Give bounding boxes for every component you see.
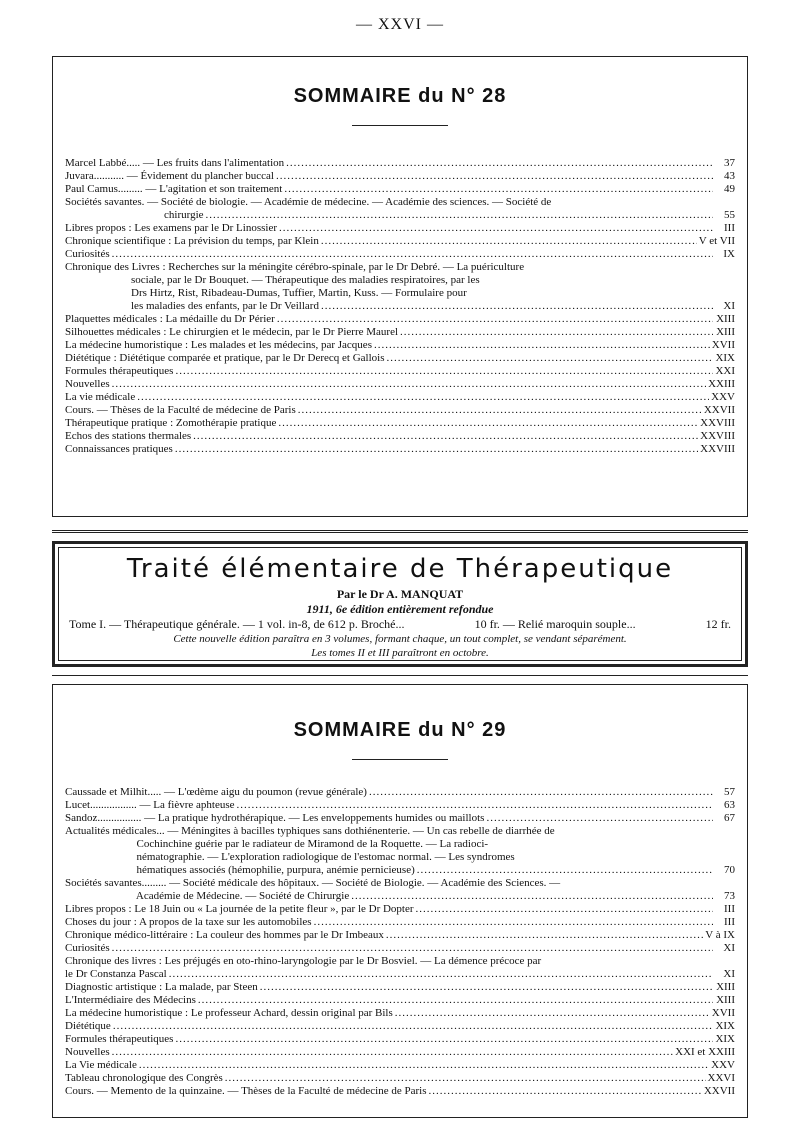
toc-entry bbox=[65, 942, 735, 955]
leader-dots bbox=[175, 365, 713, 378]
toc-entry bbox=[65, 994, 735, 1007]
toc-entry-label: Diagnostic artistique : La malade, par Steen bbox=[65, 981, 258, 993]
toc-entry-label: Choses du jour : A propos de la taxe sur les automobiles bbox=[65, 916, 312, 928]
toc-entry-page: V et VII bbox=[698, 235, 735, 247]
toc-entry bbox=[65, 261, 735, 274]
title-rule bbox=[352, 125, 448, 126]
toc-entry-page: III bbox=[724, 916, 735, 928]
toc-entry-label: Drs Hirtz, Rist, Ribadeau-Dumas, Tuffier, Martin, Kuss. — Formulaire pour bbox=[65, 287, 467, 299]
ad-edition: 1911, 6e édition entièrement refondue bbox=[306, 602, 494, 616]
toc-entry-label: chirurgie bbox=[65, 209, 204, 221]
toc-entry-page: XIX bbox=[715, 1020, 735, 1032]
toc-entry bbox=[65, 417, 735, 430]
toc-entry-page: XIX bbox=[715, 352, 735, 364]
toc-entry-label: Cours. — Memento de la quinzaine. — Thèses de la Faculté de médecine de Paris bbox=[65, 1085, 427, 1097]
toc-entry-page: 70 bbox=[724, 864, 735, 876]
page-folio: — XXVI — bbox=[356, 16, 444, 33]
toc-entry-label: le Dr Constanza Pascal bbox=[65, 968, 167, 980]
toc-entry-label: La vie médicale bbox=[65, 391, 136, 403]
toc-entry-page: 55 bbox=[724, 209, 735, 221]
toc-entry-page: IX bbox=[723, 248, 735, 260]
toc-entry bbox=[65, 196, 735, 209]
toc-entry-page: XXV bbox=[711, 391, 735, 403]
leader-dots bbox=[417, 864, 713, 877]
toc-entry-page: XVII bbox=[711, 339, 735, 351]
toc-entry-label: Thérapeutique pratique : Zomothérapie pratique bbox=[65, 417, 277, 429]
leader-dots bbox=[193, 430, 698, 443]
ad-title: Traité élémentaire de Thérapeutique bbox=[126, 554, 674, 584]
sommaire-28-title: SOMMAIRE du N° 28 bbox=[293, 85, 507, 107]
toc-entry-label: Sociétés savantes. — Société de biologie. — Académie de médecine. — Académie des sciences. — Société de bbox=[65, 196, 552, 208]
toc-entry bbox=[65, 157, 735, 170]
toc-entry bbox=[65, 209, 735, 222]
advertisement-box bbox=[52, 541, 748, 667]
separator-rule bbox=[52, 530, 748, 533]
toc-entry-label: La médecine humoristique : Le professeur Achard, dessin original par Bils bbox=[65, 1007, 393, 1019]
toc-entry-page: XI bbox=[723, 300, 735, 312]
toc-entry-page: 37 bbox=[724, 157, 735, 169]
toc-entry-label: Plaquettes médicales : La médaille du Dr Périer bbox=[65, 313, 275, 325]
toc-entry bbox=[65, 838, 735, 851]
toc-entry bbox=[65, 248, 735, 261]
leader-dots bbox=[321, 235, 697, 248]
toc-entry bbox=[65, 365, 735, 378]
toc-entry-page: 49 bbox=[724, 183, 735, 195]
toc-entry-page: XXI bbox=[715, 365, 735, 377]
toc-entry bbox=[65, 287, 735, 300]
leader-dots bbox=[139, 1059, 709, 1072]
toc-entry-page: V à IX bbox=[705, 929, 735, 941]
leader-dots bbox=[386, 929, 703, 942]
toc-entry-label: Curiosités bbox=[65, 248, 110, 260]
leader-dots bbox=[374, 339, 710, 352]
toc-entry-label: Juvara........... — Évidement du plancher buccal bbox=[65, 170, 274, 182]
toc-entry bbox=[65, 1020, 735, 1033]
leader-dots bbox=[321, 300, 713, 313]
toc-entry bbox=[65, 851, 735, 864]
toc-entry bbox=[65, 981, 735, 994]
toc-entry-label: les maladies des enfants, par le Dr Veillard bbox=[65, 300, 319, 312]
toc-entry-page: XVII bbox=[711, 1007, 735, 1019]
toc-entry bbox=[65, 877, 735, 890]
toc-entry bbox=[65, 313, 735, 326]
toc-entry-label: Nouvelles bbox=[65, 378, 110, 390]
toc-entry-label: Actualités médicales... — Méningites à bacilles typhiques sans dothiénenterie. — Un cas rebelle de diarrhée de bbox=[65, 825, 555, 837]
leader-dots bbox=[260, 981, 713, 994]
toc-entry bbox=[65, 968, 735, 981]
ad-tome-left: Tome I. — Thérapeutique générale. — 1 vol. in-8, de 612 p. Broché... bbox=[69, 617, 405, 631]
toc-entry-label: nématographie. — L'exploration radiologique de l'estomac normal. — Les syndromes bbox=[65, 851, 515, 863]
toc-entry bbox=[65, 183, 735, 196]
toc-entry-page: 63 bbox=[724, 799, 735, 811]
toc-entry-page: 57 bbox=[724, 786, 735, 798]
toc-entry bbox=[65, 1033, 735, 1046]
leader-dots bbox=[395, 1007, 710, 1020]
toc-entry bbox=[65, 1072, 735, 1085]
leader-dots bbox=[284, 183, 713, 196]
toc-entry bbox=[65, 443, 735, 456]
leader-dots bbox=[416, 903, 713, 916]
toc-entry-page: XXVIII bbox=[700, 443, 735, 455]
leader-dots bbox=[112, 248, 713, 261]
leader-dots bbox=[113, 1020, 713, 1033]
leader-dots bbox=[386, 352, 713, 365]
toc-entry-page: XXVII bbox=[703, 1085, 735, 1097]
toc-entry-page: XIII bbox=[716, 326, 735, 338]
ad-tome-line bbox=[69, 617, 731, 632]
toc-entry-label: Libres propos : Le 18 Juin ou « La journée de la petite fleur », par le Dr Dopter bbox=[65, 903, 414, 915]
toc-entry bbox=[65, 235, 735, 248]
leader-dots bbox=[112, 378, 707, 391]
toc-entry-page: 73 bbox=[724, 890, 735, 902]
toc-entry-label: Caussade et Milhit..... — L'œdème aigu du poumon (revue générale) bbox=[65, 786, 367, 798]
toc-entry bbox=[65, 955, 735, 968]
toc-entry-label: Marcel Labbé..... — Les fruits dans l'alimentation bbox=[65, 157, 285, 169]
toc-entry-page: XXVI bbox=[707, 1072, 735, 1084]
toc-entry-page: XXV bbox=[711, 1059, 735, 1071]
leader-dots bbox=[277, 313, 713, 326]
toc-entry-label: Cochinchine guérie par le radiateur de Miramond de la Roquette. — La radioci- bbox=[65, 838, 489, 850]
ad-author: Par le Dr A. MANQUAT bbox=[336, 587, 464, 601]
toc-entry bbox=[65, 1046, 735, 1059]
sommaire-28-box bbox=[52, 56, 748, 517]
toc-entry-label: Chronique scientifique : La prévision du temps, par Klein bbox=[65, 235, 319, 247]
toc-entry-label: Diététique bbox=[65, 1020, 111, 1032]
toc-entry-page: III bbox=[724, 222, 735, 234]
toc-entry-page: XI bbox=[723, 968, 735, 980]
leader-dots bbox=[206, 209, 713, 222]
ad-tome-price: 12 fr. bbox=[705, 617, 731, 631]
toc-entry-label: Formules thérapeutiques bbox=[65, 1033, 174, 1045]
toc-entry bbox=[65, 339, 735, 352]
sommaire-29-title: SOMMAIRE du N° 29 bbox=[293, 719, 507, 741]
toc-entry bbox=[65, 799, 735, 812]
leader-dots bbox=[279, 222, 713, 235]
toc-entry-label: Formules thérapeutiques bbox=[65, 365, 174, 377]
leader-dots bbox=[175, 1033, 713, 1046]
toc-entry-label: Chronique médico-littéraire : La couleur des hommes par le Dr Imbeaux bbox=[65, 929, 384, 941]
toc-entry-label: L'Intermédiaire des Médecins bbox=[65, 994, 196, 1006]
toc-entry bbox=[65, 170, 735, 183]
toc-entry bbox=[65, 274, 735, 287]
leader-dots bbox=[298, 404, 702, 417]
toc-entry-label: La médecine humoristique : Les malades et les médecins, par Jacques bbox=[65, 339, 372, 351]
toc-entry bbox=[65, 1085, 735, 1098]
toc-entry-label: Nouvelles bbox=[65, 1046, 110, 1058]
toc-entry bbox=[65, 825, 735, 838]
toc-entry-page: XXIII bbox=[708, 378, 735, 390]
toc-entry bbox=[65, 378, 735, 391]
toc-entry-page: XIII bbox=[716, 994, 735, 1006]
toc-entry-label: Echos des stations thermales bbox=[65, 430, 192, 442]
toc-entry bbox=[65, 929, 735, 942]
toc-entry-label: Silhouettes médicales : Le chirurgien et le médecin, par le Dr Pierre Maurel bbox=[65, 326, 399, 338]
toc-entry bbox=[65, 391, 735, 404]
leader-dots bbox=[314, 916, 713, 929]
toc-entry-label: Chronique des Livres : Recherches sur la méningite cérébro-spinale, par le Dr Debré. — La puériculture bbox=[65, 261, 525, 273]
toc-entry bbox=[65, 1007, 735, 1020]
leader-dots bbox=[276, 170, 713, 183]
sommaire-29-box bbox=[52, 684, 748, 1118]
toc-entry-label: hématiques associés (hémophilie, purpura, anémie pernicieuse) bbox=[65, 864, 415, 876]
leader-dots bbox=[237, 799, 713, 812]
toc-entry-page: 67 bbox=[724, 812, 735, 824]
toc-entry bbox=[65, 903, 735, 916]
toc-entry bbox=[65, 352, 735, 365]
leader-dots bbox=[225, 1072, 706, 1085]
toc-entry-page: XIX bbox=[715, 1033, 735, 1045]
leader-dots bbox=[175, 443, 698, 456]
toc-entry-label: Paul Camus......... — L'agitation et son traitement bbox=[65, 183, 283, 195]
leader-dots bbox=[486, 812, 713, 825]
toc-entry-page: XXI et XXIII bbox=[675, 1046, 735, 1058]
toc-entry-page: 43 bbox=[724, 170, 735, 182]
toc-entry bbox=[65, 300, 735, 313]
ad-tome-mid: 10 fr. — Relié maroquin souple... bbox=[474, 617, 636, 631]
leader-dots bbox=[351, 890, 713, 903]
toc-entry-label: Libres propos : Les examens par le Dr Linossier bbox=[65, 222, 277, 234]
toc-entry-label: Sociétés savantes......... — Société médicale des hôpitaux. — Société de Biologie. — Académie des Sciences. — bbox=[65, 877, 561, 889]
toc-entry-label: Sandoz................ — La pratique hydrothérapique. — Les enveloppements humides ou maillots bbox=[65, 812, 485, 824]
leader-dots bbox=[137, 391, 709, 404]
toc-entry-label: sociale, par le Dr Bouquet. — Thérapeutique des maladies respiratoires, par les bbox=[65, 274, 480, 286]
ad-note-volumes: Cette nouvelle édition paraîtra en 3 volumes, formant chaque, un tout complet, se vendant séparément. bbox=[173, 633, 627, 645]
toc-entry bbox=[65, 326, 735, 339]
toc-entry-page: XXVIII bbox=[700, 430, 735, 442]
toc-entry-page: XI bbox=[723, 942, 735, 954]
toc-entry bbox=[65, 890, 735, 903]
leader-dots bbox=[198, 994, 713, 1007]
leader-dots bbox=[400, 326, 713, 339]
leader-dots bbox=[278, 417, 698, 430]
toc-entry bbox=[65, 786, 735, 799]
sommaire-29-list bbox=[65, 786, 735, 1098]
toc-entry-page: XIII bbox=[716, 313, 735, 325]
toc-entry-label: Chronique des livres : Les préjugés en oto-rhino-laryngologie par le Dr Bosviel. — La démence précoce par bbox=[65, 955, 542, 967]
toc-entry-page: XXVII bbox=[703, 404, 735, 416]
leader-dots bbox=[112, 1046, 674, 1059]
toc-entry-label: Tableau chronologique des Congrès bbox=[65, 1072, 223, 1084]
toc-entry-page: XXVIII bbox=[700, 417, 735, 429]
toc-entry-label: Connaissances pratiques bbox=[65, 443, 173, 455]
title-rule bbox=[352, 759, 448, 760]
toc-entry bbox=[65, 222, 735, 235]
leader-dots bbox=[112, 942, 713, 955]
toc-entry-label: Lucet................. — La fièvre aphteuse bbox=[65, 799, 235, 811]
toc-entry-page: III bbox=[724, 903, 735, 915]
toc-entry-label: La Vie médicale bbox=[65, 1059, 137, 1071]
toc-entry bbox=[65, 1059, 735, 1072]
toc-entry bbox=[65, 812, 735, 825]
sommaire-28-list bbox=[65, 157, 735, 456]
toc-entry-label: Cours. — Thèses de la Faculté de médecine de Paris bbox=[65, 404, 296, 416]
toc-entry bbox=[65, 864, 735, 877]
toc-entry bbox=[65, 430, 735, 443]
separator-rule bbox=[52, 675, 748, 676]
toc-entry bbox=[65, 916, 735, 929]
toc-entry-label: Académie de Médecine. — Société de Chirurgie bbox=[65, 890, 350, 902]
leader-dots bbox=[369, 786, 713, 799]
leader-dots bbox=[286, 157, 713, 170]
ad-note-october: Les tomes II et III paraîtront en octobre. bbox=[311, 647, 489, 659]
leader-dots bbox=[169, 968, 713, 981]
toc-entry-label: Diététique : Diététique comparée et pratique, par le Dr Derecq et Gallois bbox=[65, 352, 385, 364]
toc-entry-label: Curiosités bbox=[65, 942, 110, 954]
toc-entry bbox=[65, 404, 735, 417]
leader-dots bbox=[428, 1085, 701, 1098]
toc-entry-page: XIII bbox=[716, 981, 735, 993]
